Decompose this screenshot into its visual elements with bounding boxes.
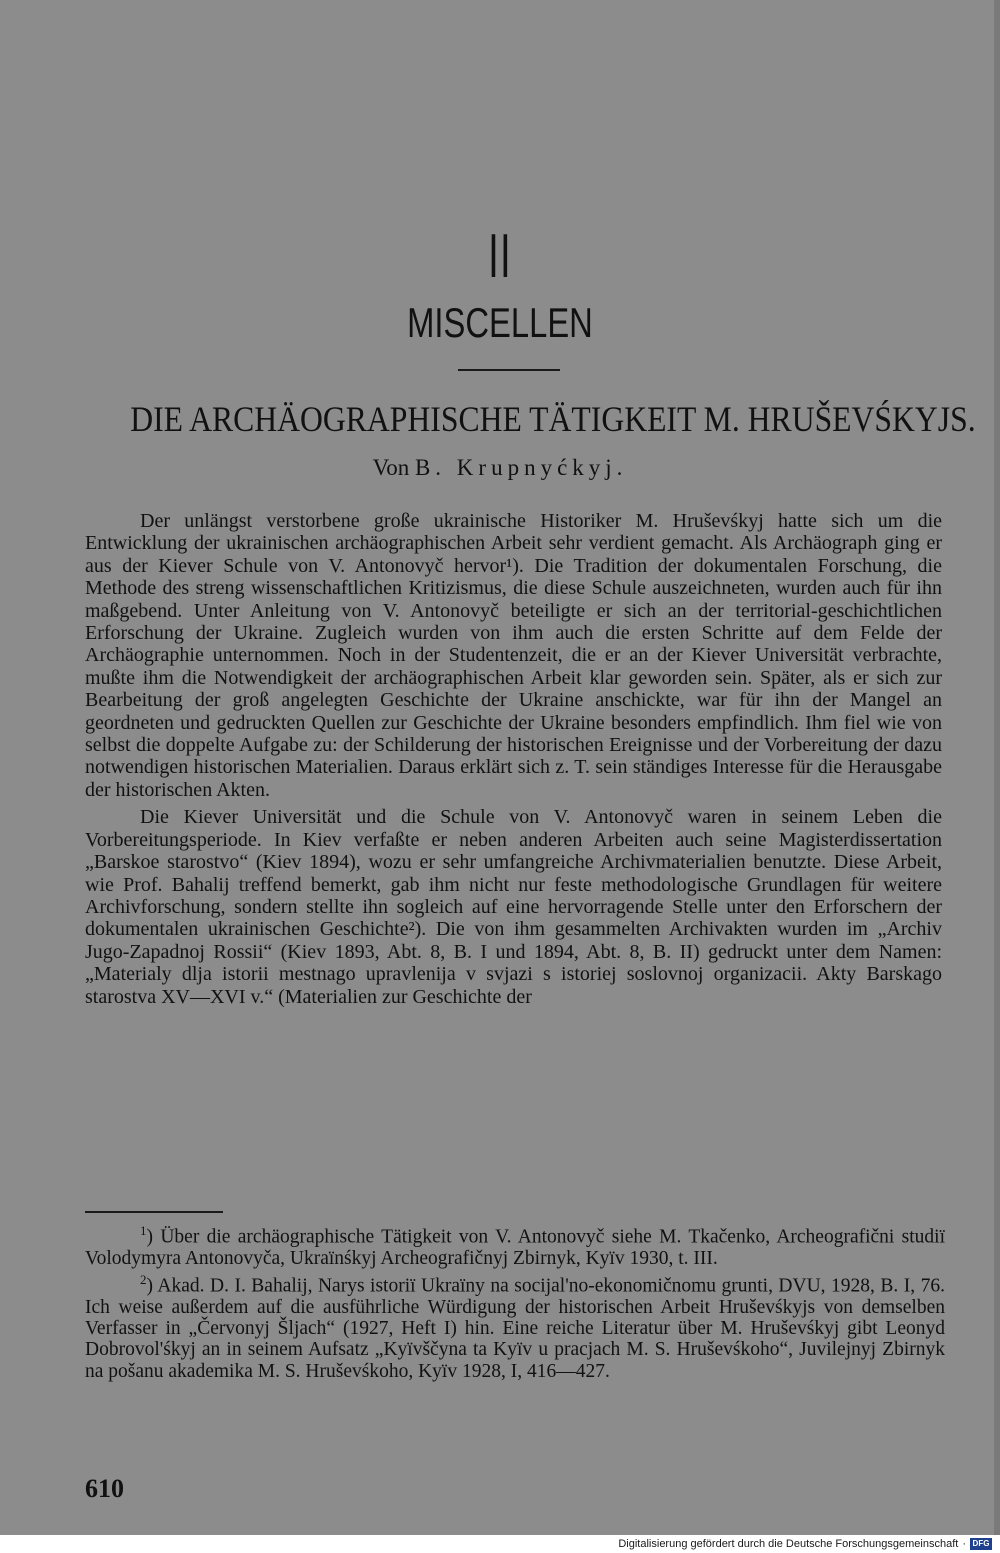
footnote-divider xyxy=(85,1211,223,1213)
section-title: MISCELLEN xyxy=(407,299,593,346)
footnote-mark: 2 xyxy=(140,1272,147,1288)
body-paragraph: Die Kiever Universität und die Schule von V. Antonovyč waren in seinem Leben die Vorbereitungsperiode. In Kiev verfaßte er neben anderen Arbeiten auch seine Magisterdissertation „Barskoe starostvo“ (Kiev 1894), wozu er sehr umfangreiche Archivmaterialien benutzte. Diese Arbeit, wie Prof. Bahalij treffend bemerkt, gab ihm nicht nur feste methodologische Grundlagen für weitere Archivforschung, sondern stellte ihn sogleich auf eine hervorragende Stelle unter den Erforschern der dokumentalen ukrainischen Geschichte²). Die von ihm gesammelten Archivakten wurden im „Archiv Jugo-Zapadnoj Rossii“ (Kiev 1893, Abt. 8, B. I und 1894, Abt. 8, B. II) gedruckt unter dem Namen: „Materialy dlja istorii mestnago upravlenija v svjazi s istoriej soslovnoj organizacii. Akty Barskago starostva XV—XVI v.“ (Materialien zur Geschichte der xyxy=(85,806,942,1008)
byline-prefix: Von xyxy=(372,455,410,480)
body-paragraph: Der unlängst verstorbene große ukrainische Historiker M. Hruševśkyj hatte sich um die Entwicklung der ukrainischen archäographischen Arbeit sehr verdient gemacht. Als Archäograph ging er aus der Kiever Schule von V. Antonovyč hervor¹). Die Tradition der dokumentalen Forschung, die Methode des streng wissenschaftlichen Kritizismus, die diese Schule auszeichneten, wurden auch für ihn maßgebend. Unter Anleitung von V. Antonovyč beteiligte er sich an der territorial-geschichtlichen Erforschung der Ukraine. Zugleich wurden von ihm auch die ersten Schritte auf dem Felde der Archäographie unternommen. Noch in der Studentenzeit, die er an der Kiever Universität verbrachte, mußte ihm die Notwendigkeit der archäographischen Arbeit klar geworden sein. Später, als er sich zur Bearbeitung der groß angelegten Geschichte der Ukraine anschickte, war für ihn der Mangel an geordneten und gedruckten Quellen zur Geschichte der Ukraine besonders empfindlich. Ihm fiel wie von selbst die doppelte Aufgabe zu: der Schilderung der historischen Ereignisse und der Vorbereitung der dazu notwendigen historischen Materialien. Daraus erklärt sich z. T. sein ständiges Interesse für die Herausgabe der historischen Akten. xyxy=(85,510,942,801)
footnotes xyxy=(85,1220,945,1382)
footnote-text: Akad. D. I. Bahalij, Narys istoriï Ukraïny na socijal'no-ekonomičnomu grunti, DVU, 1928, B. I, 76. Ich weise außerdem auf die ausführliche Würdigung der historischen Arbeit Hruševśkyjs von demselben Verfasser in „Červonyj Šljach“ (1927, Heft I) hin. Eine reiche Literatur über M. Hruševśkyj gibt Leonyd Dobrovol'śkyj an in seinem Aufsatz „Kyïvščyna ta Kyïv u pracjach M. S. Hruševśkoho“, Juvilejnyj Zbirnyk na pošanu akademika M. S. Hruševśkoho, Kyïv 1928, I, 416—427. xyxy=(85,1275,945,1382)
part-number: II xyxy=(488,222,512,291)
footnote: $^1$) Über die archäographische Tätigkeit von V. Antonovyč siehe M. Tkačenko, Archeografični studiï Volodymyra Antonovyča, Ukraïnśkyj Archeografičnyj Zbirnyk, Kyïv 1930, t. III. xyxy=(85,1223,946,1269)
footnote-mark: 1 xyxy=(140,1223,147,1238)
page-number: 610 xyxy=(85,1474,124,1503)
footnote-text: Über die archäographische Tätigkeit von V. Antonovyč siehe M. Tkačenko, Archeografični studiï Volodymyra Antonovyča, Ukraïnśkyj Archeografičnyj Zbirnyk, Kyïv 1930, t. III. xyxy=(85,1226,946,1269)
byline xyxy=(0,451,1000,485)
dfg-logo-icon: DFG xyxy=(970,1538,992,1550)
author-name: B. Krupnyćkyj. xyxy=(414,455,628,480)
digitization-credit: Digitalisierung gefördert durch die Deutsche Forschungsgemeinschaft · DFG xyxy=(618,1537,992,1551)
footnote: $^2$) Akad. D. I. Bahalij, Narys istoriï Ukraïny na socijal'no-ekonomičnomu grunti, DVU, 1928, B. I, 76. Ich weise außerdem auf die ausführliche Würdigung der historischen Arbeit Hruševśkyjs von demselben Verfasser in „Červonyj Šljach“ (1927, Heft I) hin. Eine reiche Literatur über M. Hruševśkyj gibt Leonyd Dobrovol'śkyj an in seinem Aufsatz „Kyïvščyna ta Kyïv u pracjach M. S. Hruševśkoho“, Juvilejnyj Zbirnyk na pošanu akademika M. S. Hruševśkoho, Kyïv 1928, I, 416—427. xyxy=(85,1272,945,1382)
credit-text: Digitalisierung gefördert durch die Deutsche Forschungsgemeinschaft xyxy=(618,1538,959,1550)
article-body xyxy=(85,510,942,1008)
page-edge xyxy=(994,0,1000,1535)
title-divider xyxy=(458,369,560,371)
article-title: DIE ARCHÄOGRAPHISCHE TÄTIGKEIT M. HRUŠEVŚKYJS. xyxy=(130,399,976,439)
